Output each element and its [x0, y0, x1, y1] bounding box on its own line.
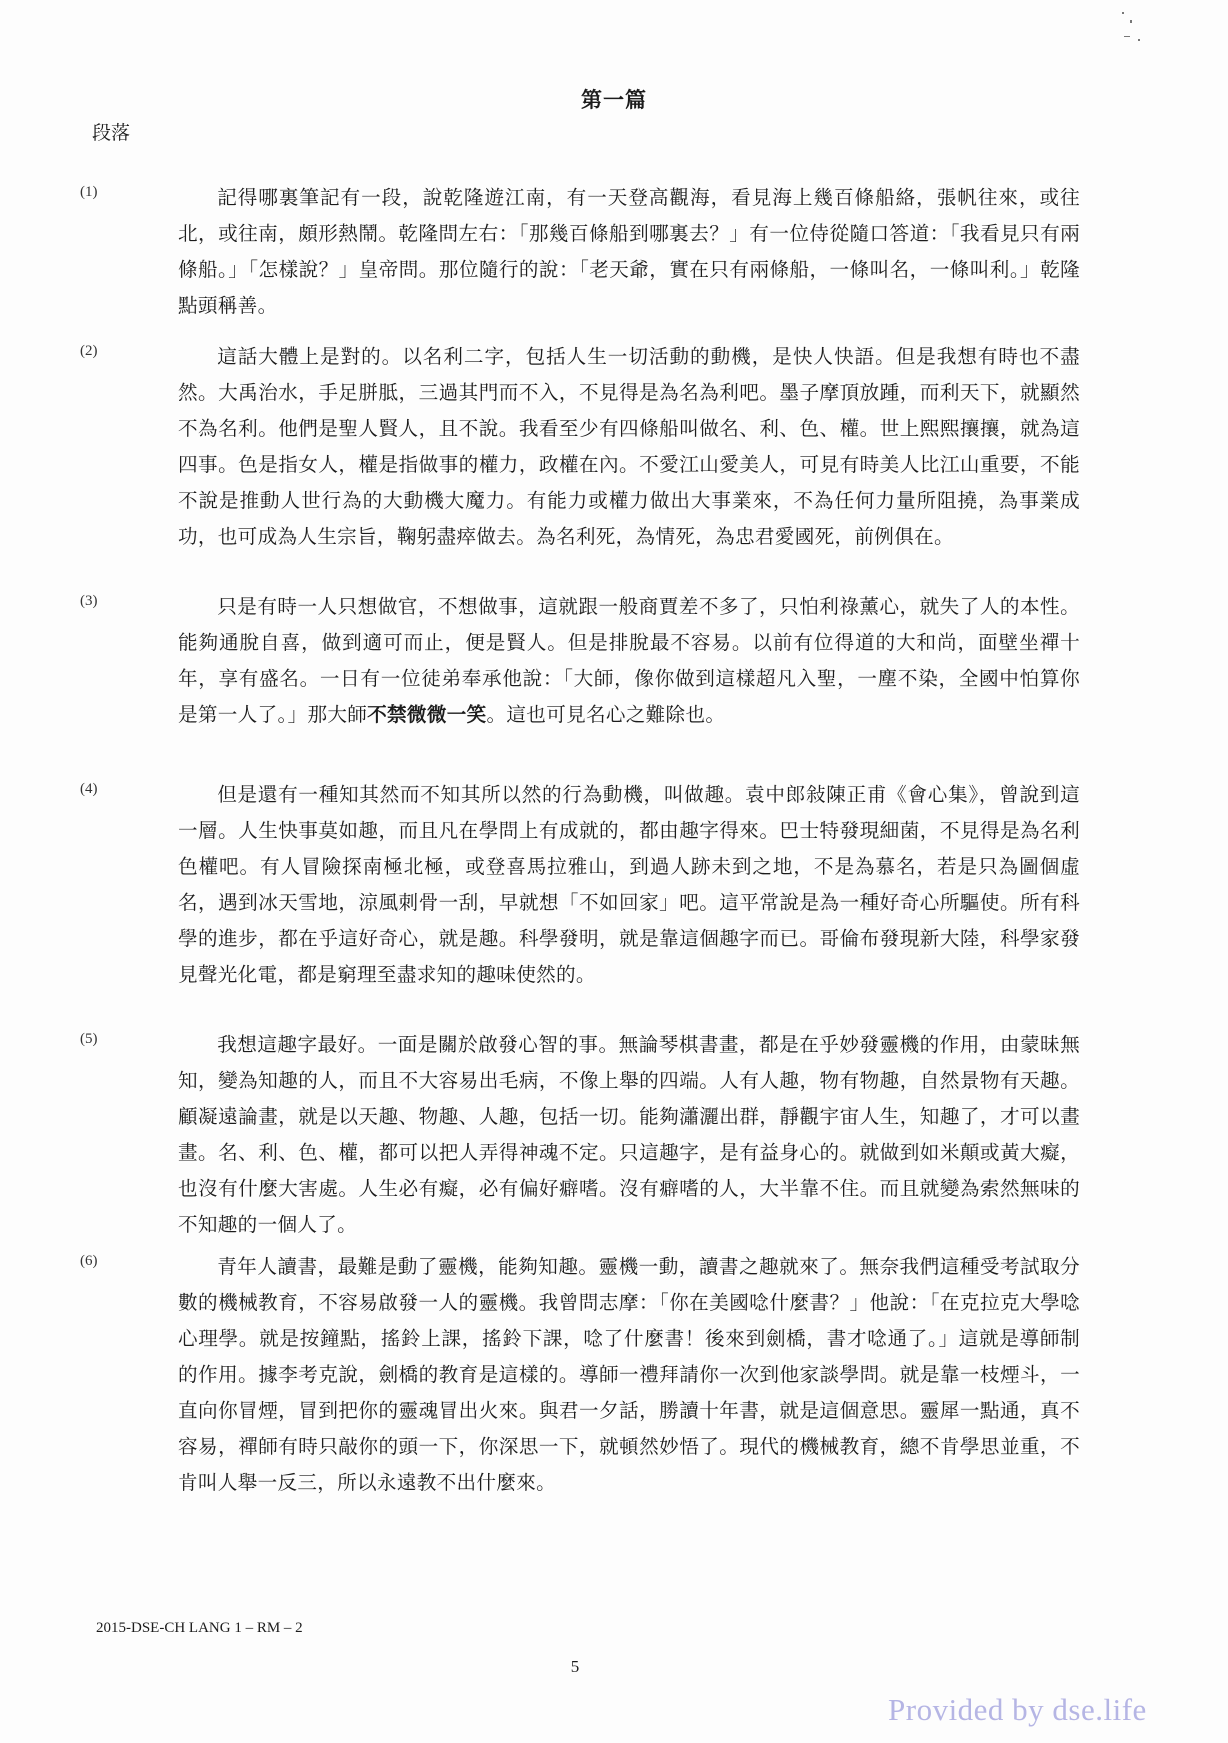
paragraph-number: (6)	[80, 1253, 98, 1269]
section-label: 段落	[92, 122, 131, 144]
text-after: 。這也可見名心之難除也。	[486, 703, 726, 726]
paragraph-number: (4)	[80, 781, 98, 797]
page-number: 5	[570, 1657, 580, 1676]
paragraph-text: 但是還有一種知其然而不知其所以然的行為動機，叫做趣。袁中郎敍陳正甫《會心集》，曾說到這一層。人生快事莫如趣，而且凡在學問上有成就的，都由趣字得來。巴士特發現細菌，不見得是為名利色權吧。有人冒險探南極北極，或登喜馬拉雅山，到過人跡未到之地，不是為慕名，若是只為圖個虛名，遇到冰天雪地，涼風刺骨一刮，早就想「不如回家」吧。這平常說是為一種好奇心所驅使。所有科學的進步，都在乎這好奇心，就是趣。科學發明，就是靠這個趣字而已。哥倫布發現新大陸，科學家發見聲光化電，都是窮理至盡求知的趣味使然的。	[178, 783, 1080, 986]
exam-code: 2015-DSE-CH LANG 1 – RM – 2	[96, 1620, 303, 1636]
paragraph-number: (2)	[80, 343, 98, 359]
paragraph-number: (3)	[80, 593, 98, 609]
paragraph-text: 記得哪裏筆記有一段，說乾隆遊江南，有一天登高觀海，看見海上幾百條船絡，張帆往來，或往北，或往南，頗形熱鬧。乾隆問左右：「那幾百條船到哪裏去？」有一位侍從隨口答道：「我看見只有兩條船。」「怎樣說？」皇帝問。那位隨行的說：「老天爺，實在只有兩條船，一條叫名，一條叫利。」乾隆點頭稱善。	[178, 186, 1080, 317]
bold-phrase: 不禁微微一笑	[367, 703, 487, 726]
paragraph-text: 青年人讀書，最難是動了靈機，能夠知趣。靈機一動，讀書之趣就來了。無奈我們這種受考試取分數的機械教育，不容易啟發一人的靈機。我曾問志摩：「你在美國唸什麼書？」他說：「在克拉克大學唸心理學。就是按鐘點，搖鈴上課，搖鈴下課，唸了什麼書！後來到劍橋，書才唸通了。」這就是導師制的作用。據李考克說，劍橋的教育是這樣的。導師一禮拜請你一次到他家談學問。就是靠一枝煙斗，一直向你冒煙，冒到把你的靈魂冒出火來。與君一夕話，勝讀十年書，就是這個意思。靈犀一點通，真不容易，禪師有時只敲你的頭一下，你深思一下，就頓然妙悟了。現代的機械教育，總不肯學思並重，不肯叫人舉一反三，所以永遠教不出什麼來。	[178, 1255, 1080, 1494]
paragraph-text	[178, 589, 1080, 733]
paragraph-number: (5)	[80, 1031, 98, 1047]
paragraph-number: (1)	[80, 184, 98, 200]
passage-title: 第一篇	[581, 87, 647, 112]
watermark: Provided by dse.life	[888, 1692, 1147, 1727]
paragraph-text: 我想這趣字最好。一面是關於啟發心智的事。無論琴棋書畫，都是在乎妙發靈機的作用，由蒙昧無知，變為知趣的人，而且不大容易出毛病，不像上舉的四端。人有人趣，物有物趣，自然景物有天趣。顧凝遠論畫，就是以天趣、物趣、人趣，包括一切。能夠瀟灑出群，靜觀宇宙人生，知趣了，才可以畫畫。名、利、色、權，都可以把人弄得神魂不定。只這趣字，是有益身心的。就做到如米顛或黃大癡，也沒有什麼大害處。人生必有癡，必有偏好癖嗜。沒有癖嗜的人，大半靠不住。而且就變為索然無味的不知趣的一個人了。	[178, 1033, 1080, 1236]
text-before: 只是有時一人只想做官，不想做事，這就跟一般商賈差不多了，只怕利祿薰心，就失了人的本性。能夠通脫自喜，做到適可而止，便是賢人。但是排脫最不容易。以前有位得道的大和尚，面壁坐禪十年，享有盛名。一日有一位徒弟奉承他說：「大師，像你做到這樣超凡入聖，一塵不染，全國中怕算你是第一人了。」那大師	[178, 595, 1080, 726]
paragraph-text: 這話大體上是對的。以名利二字，包括人生一切活動的動機，是快人快語。但是我想有時也不盡然。大禹治水，手足胼胝，三過其門而不入，不見得是為名為利吧。墨子摩頂放踵，而利天下，就顯然不為名利。他們是聖人賢人，且不說。我看至少有四條船叫做名、利、色、權。世上熙熙攘攘，就為這四事。色是指女人，權是指做事的權力，政權在內。不愛江山愛美人，可見有時美人比江山重要，不能不說是推動人世行為的大動機大魔力。有能力或權力做出大事業來，不為任何力量所阻撓，為事業成功，也可成為人生宗旨，鞠躬盡瘁做去。為名利死，為情死，為忠君愛國死，前例俱在。	[178, 345, 1080, 548]
scan-specks	[1120, 6, 1160, 46]
